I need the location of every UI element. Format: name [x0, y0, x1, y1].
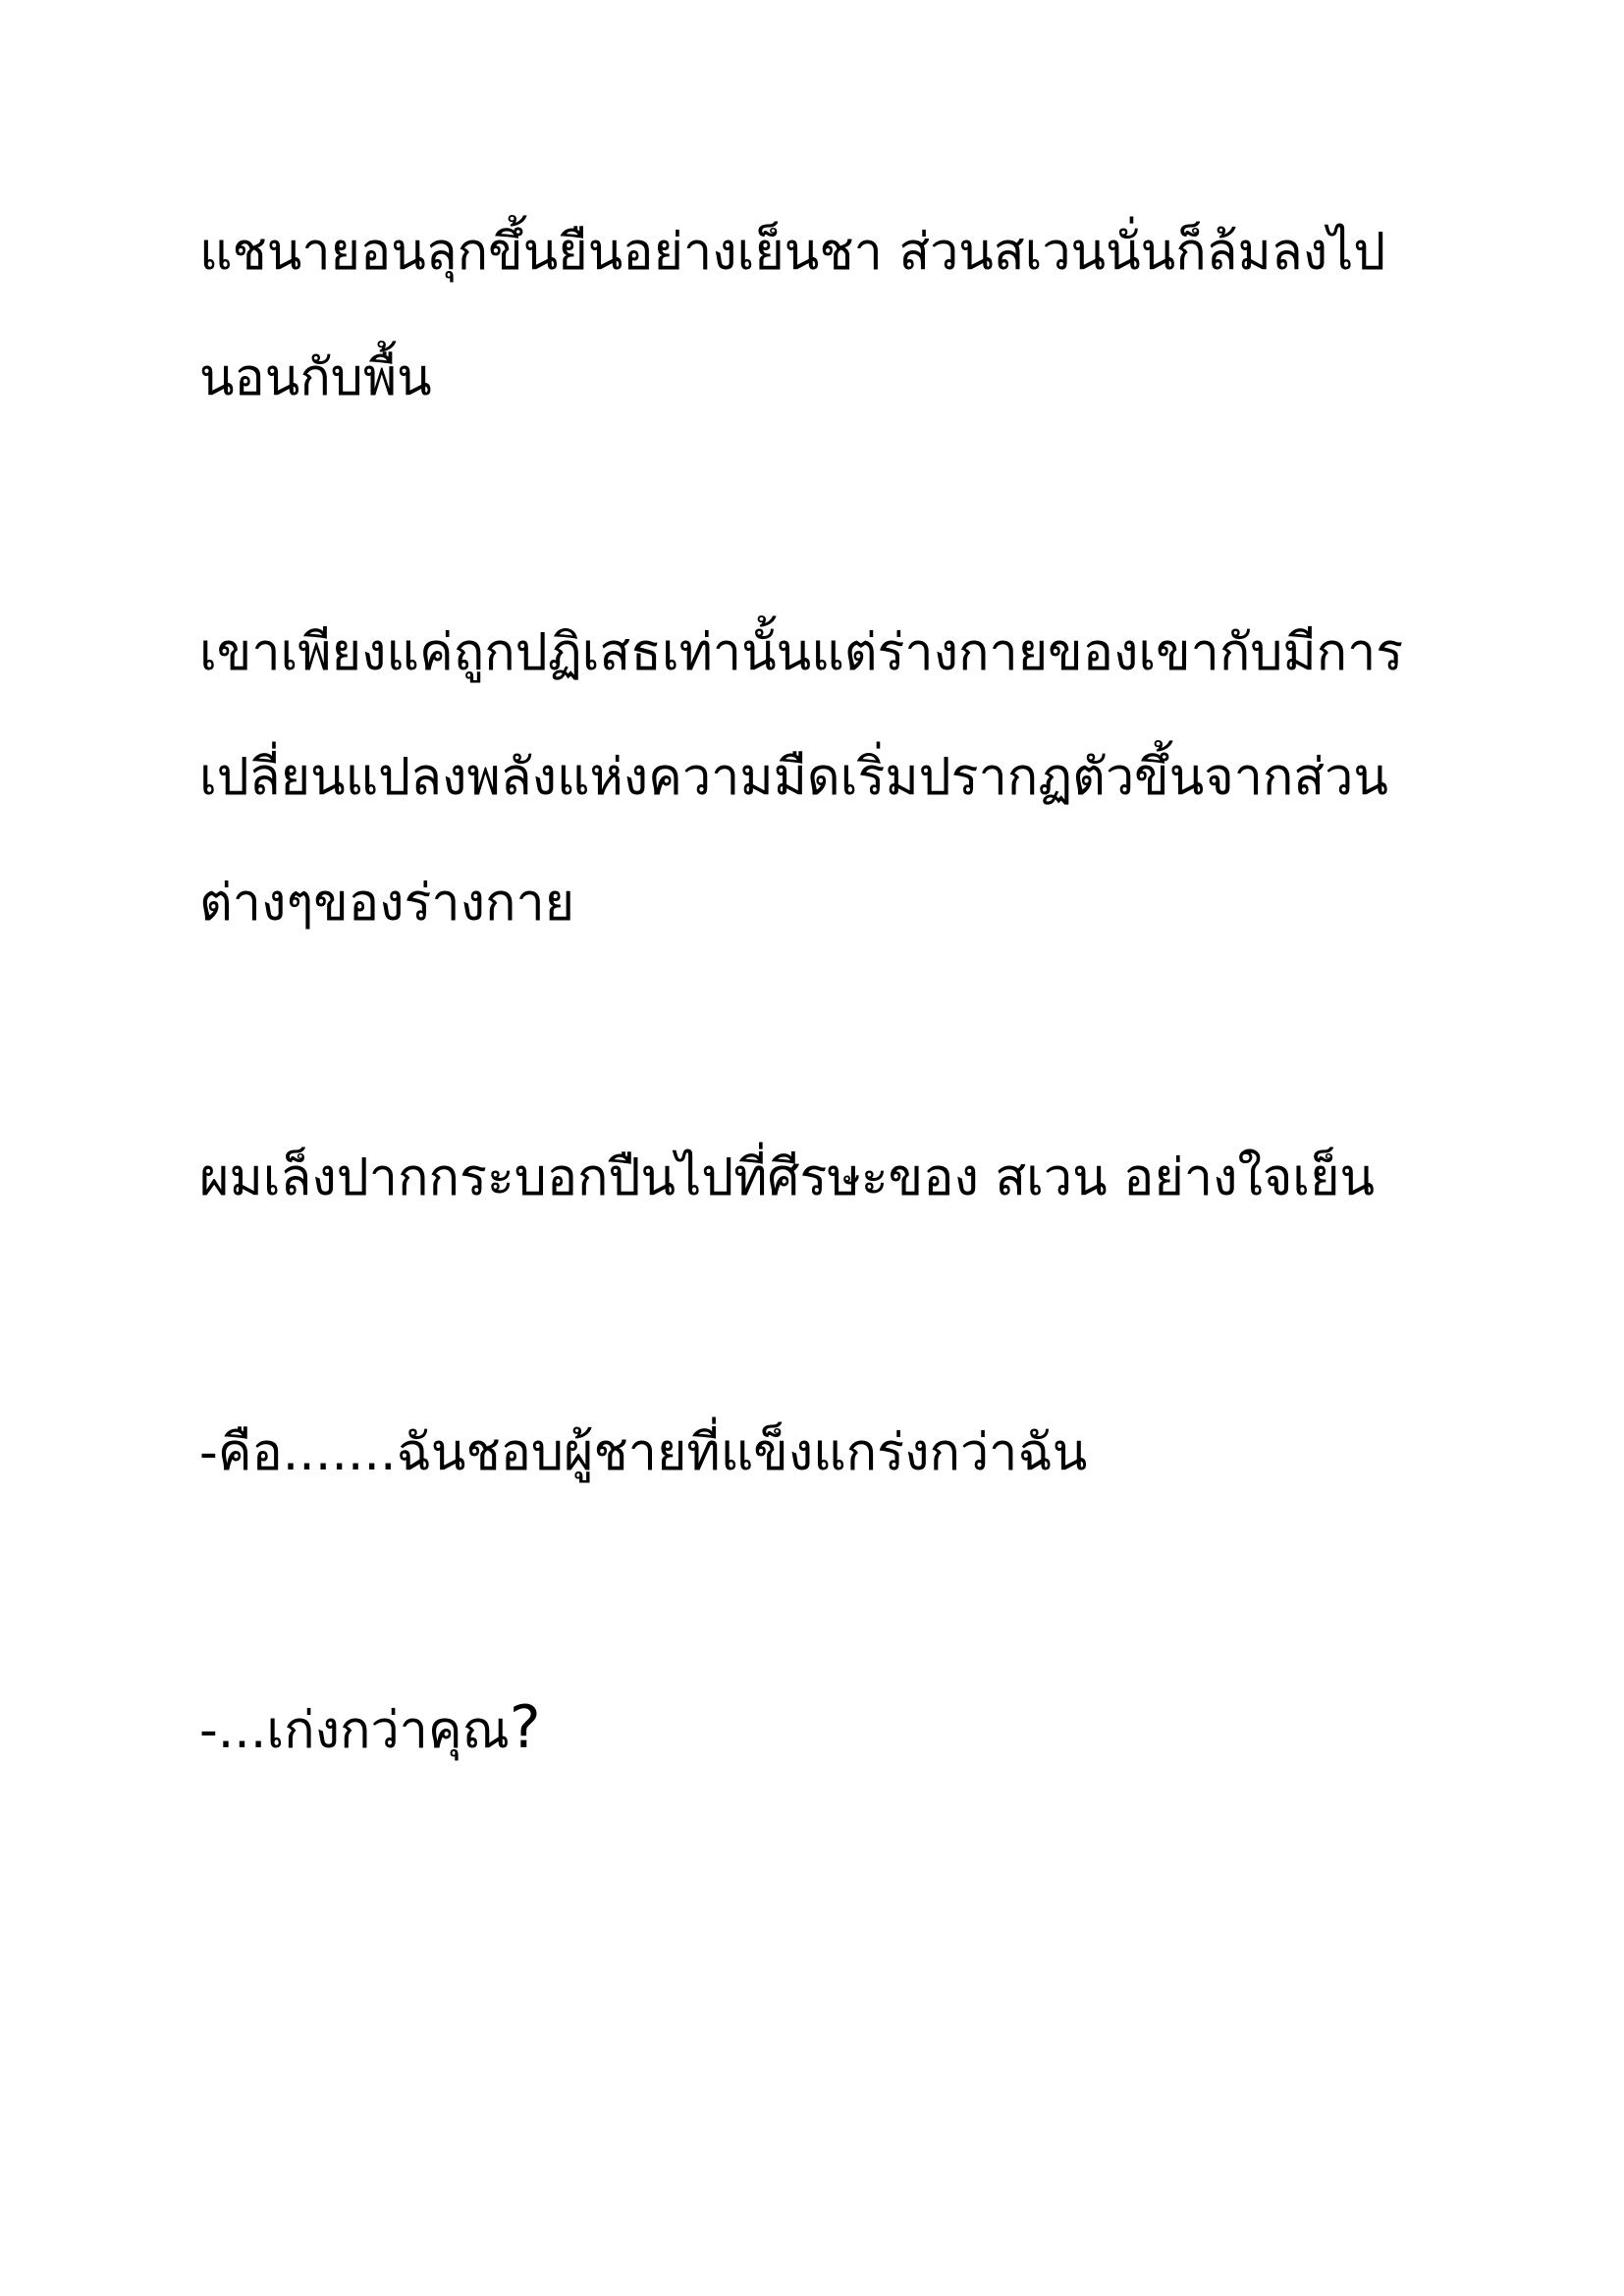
paragraph-1-line-1: แชนายอนลุกขึ้นยืนอย่างเย็นชา ส่วนสเวนนั่นก็ล้มลงไป: [199, 223, 1386, 282]
paragraph-3-line-1: ผมเล็งปากกระบอกปืนไปที่ศีรษะของ สเวน อย่างใจเย็น: [199, 1148, 1376, 1207]
paragraph-2-line-2: เปลี่ยนแปลงพลังแห่งความมืดเริ่มปรากฏตัวขึ้นจากส่วน: [199, 748, 1388, 807]
question-mark: ?: [509, 1693, 541, 1762]
paragraph-1-line-2: นอนกับพื้น: [199, 348, 432, 407]
paragraph-4-line-1: -คือ.......ฉันชอบผู้ชายที่แข็งแกร่งกว่าฉัน: [199, 1423, 1088, 1482]
paragraph-5-line-1: [199, 1688, 541, 1770]
paragraph-2-line-3: ต่างๆของร่างกาย: [199, 874, 575, 933]
paragraph-5-text: -...เก่งกว่าคุณ: [199, 1701, 510, 1760]
paragraph-2-line-1: เขาเพียงแค่ถูกปฏิเสธเท่านั้นแต่ร่างกายของเขากับมีการ: [199, 623, 1404, 682]
